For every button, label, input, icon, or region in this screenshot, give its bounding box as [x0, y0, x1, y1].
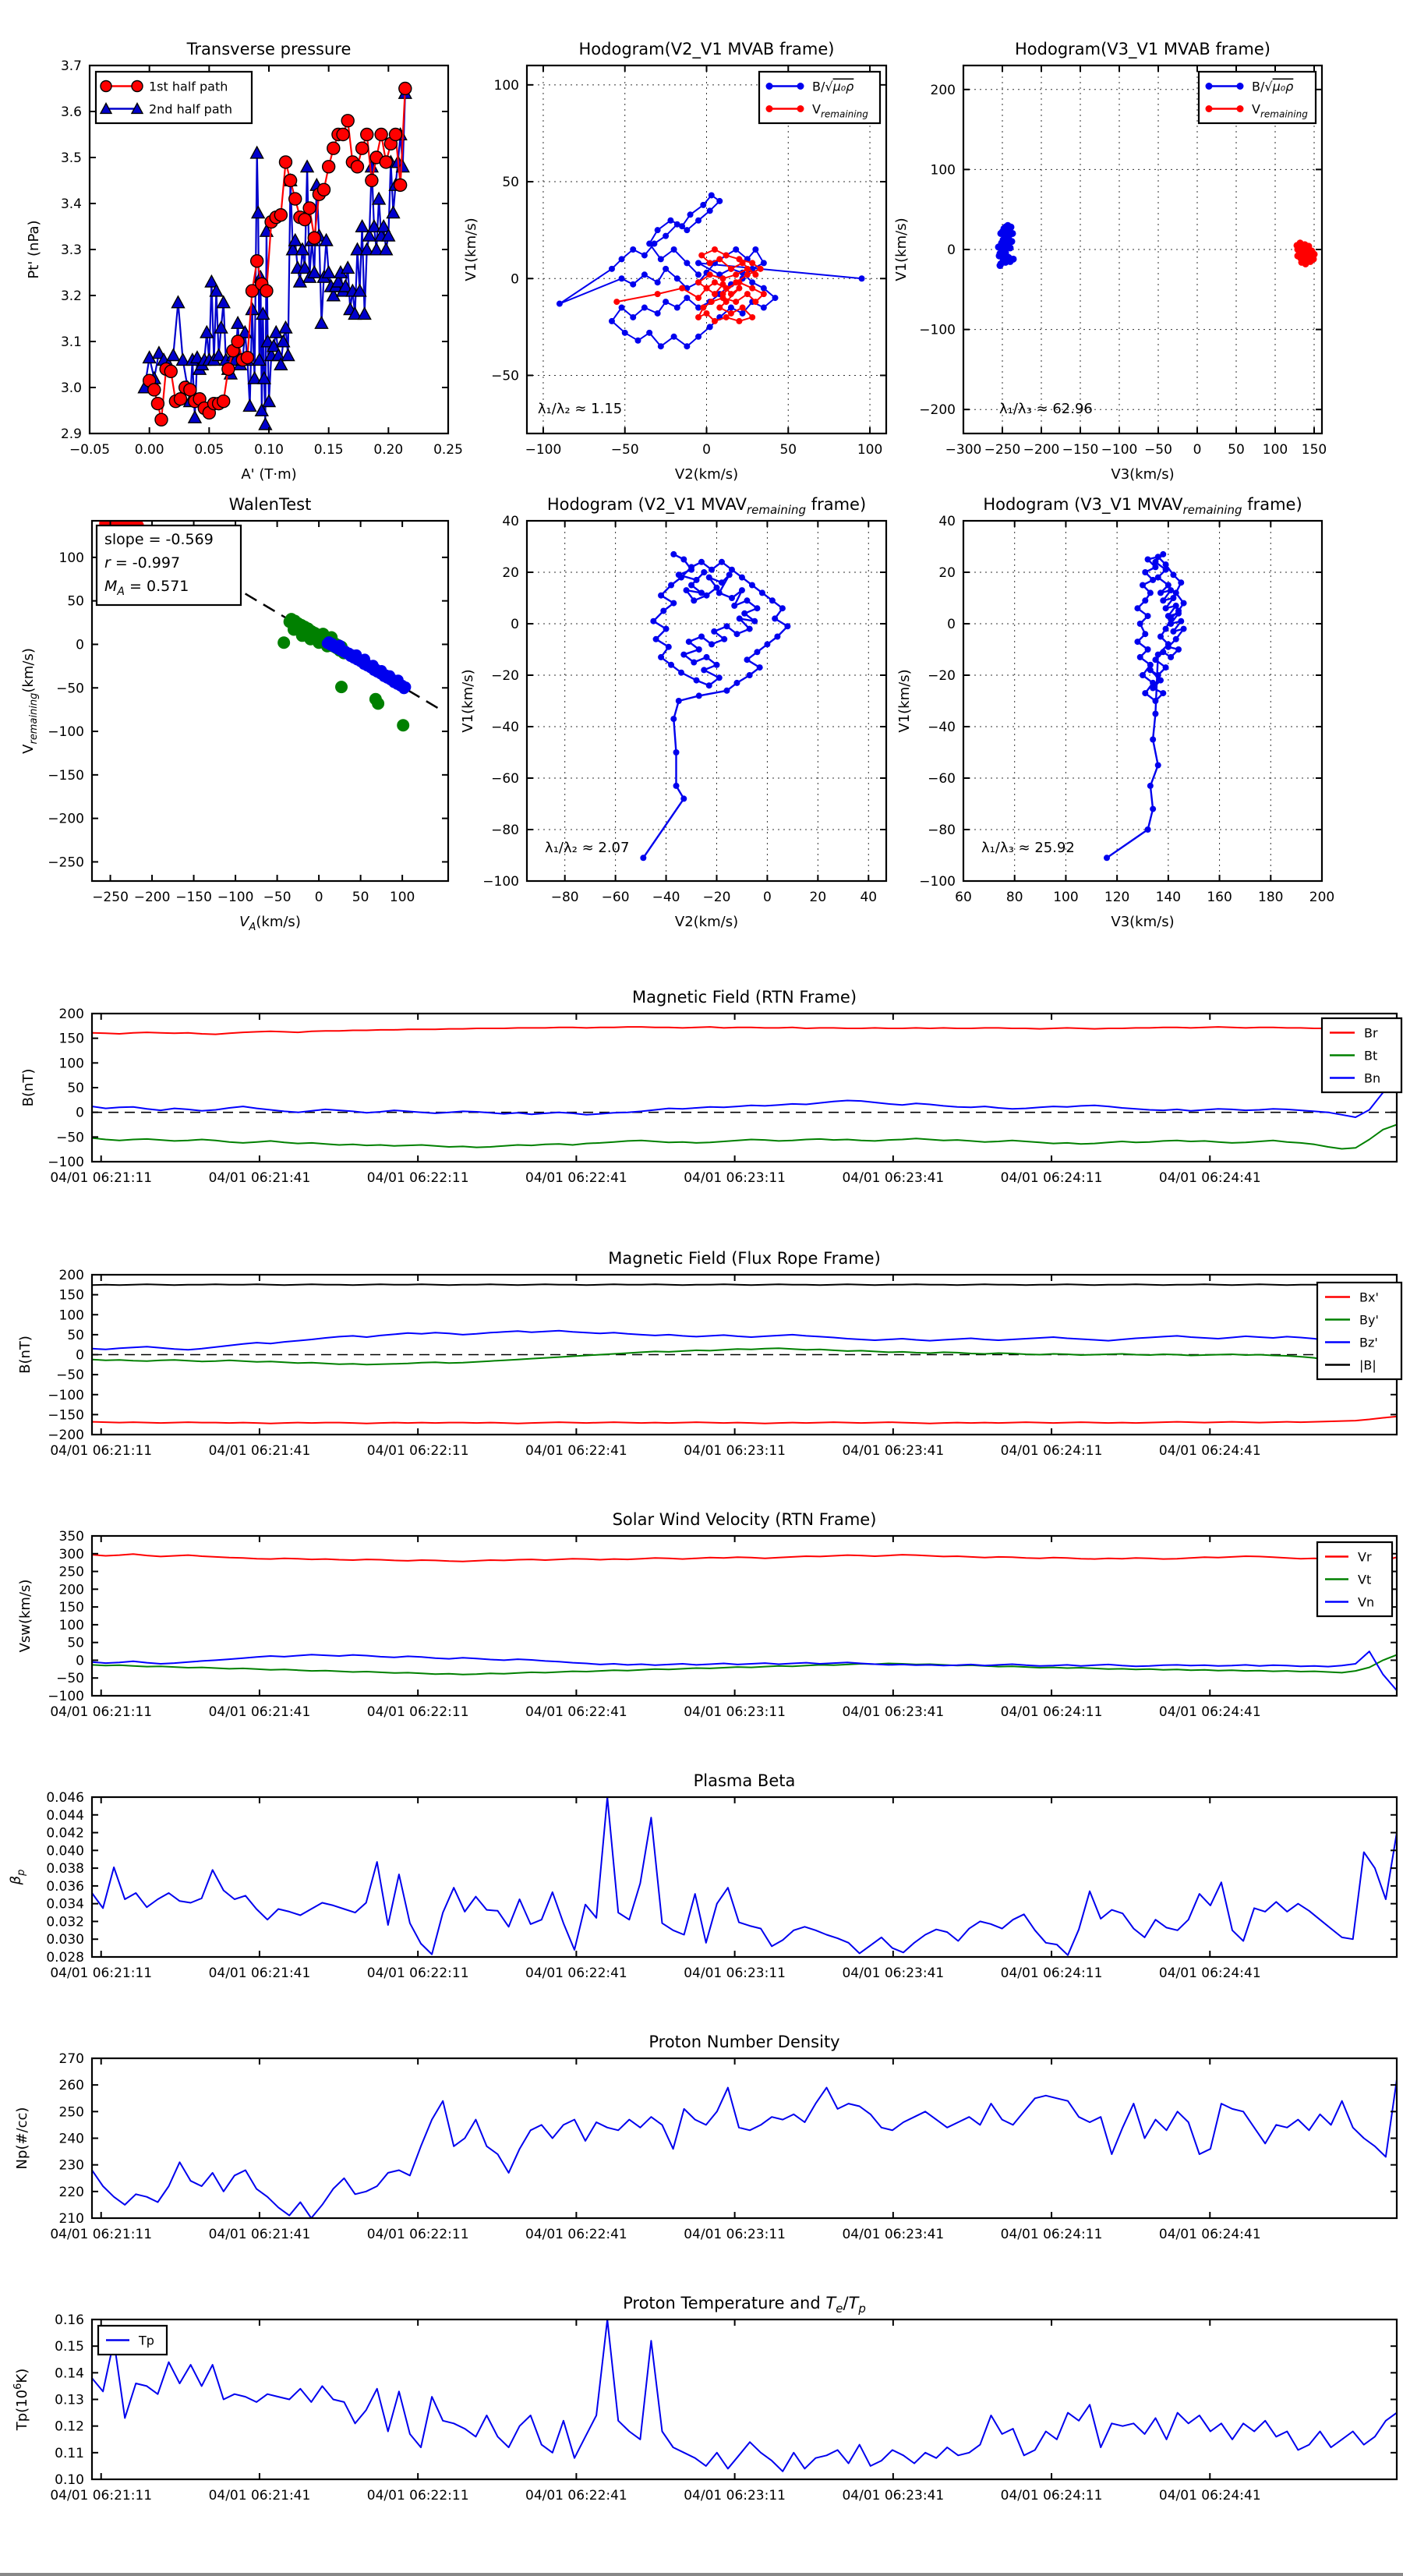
- svg-text:0.10: 0.10: [55, 2472, 84, 2488]
- svg-text:3.1: 3.1: [60, 334, 82, 350]
- svg-text:Tp: Tp: [139, 2333, 154, 2348]
- svg-text:VA(km/s): $V_A(km/s)$: [239, 914, 301, 933]
- svg-text:V2(km/s): V2(km/s): [674, 914, 739, 930]
- svg-text:50: 50: [67, 1327, 84, 1343]
- svg-text:Vt: Vt: [1358, 1572, 1372, 1587]
- svg-text:04/01 06:22:11: 04/01 06:22:11: [366, 1443, 469, 1459]
- svg-text:04/01 06:24:41: 04/01 06:24:41: [1158, 2227, 1261, 2242]
- svg-text:04/01 06:21:11: 04/01 06:21:11: [50, 1443, 153, 1459]
- svg-text:04/01 06:24:11: 04/01 06:24:11: [1000, 2227, 1103, 2242]
- svg-text:04/01 06:24:11: 04/01 06:24:11: [1000, 1966, 1103, 1981]
- svg-text:−150: −150: [1062, 442, 1099, 458]
- series-bx-prime: [92, 1417, 1397, 1424]
- svg-text:50: 50: [1228, 442, 1245, 458]
- svg-text:−100: −100: [1101, 442, 1138, 458]
- svg-text:350: 350: [58, 1529, 84, 1545]
- svg-text:V1(km/s): V1(km/s): [460, 669, 476, 733]
- svg-text:−100: −100: [919, 322, 956, 338]
- series-tp: [92, 2319, 1397, 2472]
- svg-text:04/01 06:21:41: 04/01 06:21:41: [208, 1966, 311, 1981]
- plot-hodogram-v3v1-mvab: [893, 40, 1327, 483]
- series-blue-points: [322, 636, 412, 694]
- svg-text:0: 0: [763, 890, 772, 905]
- svg-text:150: 150: [58, 1287, 84, 1304]
- svg-text:100: 100: [1262, 442, 1288, 458]
- svg-text:04/01 06:22:11: 04/01 06:22:11: [366, 2227, 469, 2242]
- svg-text:B(nT): B(nT): [20, 1068, 37, 1107]
- svg-text:04/01 06:23:41: 04/01 06:23:41: [842, 2227, 945, 2242]
- svg-text:100: 100: [389, 890, 415, 905]
- svg-text:Hodogram(V3_V1 MVAB frame): Hodogram(V3_V1 MVAB frame): [1015, 40, 1270, 58]
- svg-text:−50: −50: [56, 1130, 84, 1146]
- svg-text:04/01 06:22:11: 04/01 06:22:11: [366, 2488, 469, 2503]
- svg-text:0.00: 0.00: [134, 442, 164, 458]
- svg-text:−150: −150: [175, 890, 212, 905]
- svg-text:λ₁/λ₃ ≈ 25.92: λ₁/λ₃ ≈ 25.92: [981, 840, 1075, 857]
- svg-text:200: 200: [930, 82, 956, 98]
- svg-text:04/01 06:22:41: 04/01 06:22:41: [525, 1170, 627, 1186]
- plot-proton-number-density: [14, 2033, 1397, 2242]
- svg-text:−100: −100: [48, 1689, 84, 1704]
- svg-text:0.10: 0.10: [254, 442, 284, 458]
- svg-text:100: 100: [857, 442, 883, 458]
- svg-text:V3(km/s): V3(km/s): [1111, 914, 1175, 930]
- svg-text:−100: −100: [48, 1387, 84, 1403]
- legend-magnetic-field-rtn: [1322, 1018, 1401, 1092]
- svg-text:Bt: Bt: [1364, 1048, 1378, 1063]
- svg-text:0.046: 0.046: [46, 1790, 84, 1806]
- axes-frame-hodogram-v3v1-mvav: [963, 521, 1322, 881]
- svg-text:Proton Number Density: Proton Number Density: [648, 2033, 840, 2051]
- svg-text:−20: −20: [702, 890, 731, 905]
- svg-text:04/01 06:21:11: 04/01 06:21:11: [50, 2227, 153, 2242]
- svg-text:3.5: 3.5: [60, 150, 82, 166]
- svg-text:04/01 06:24:41: 04/01 06:24:41: [1158, 2488, 1261, 2503]
- svg-text:−100: −100: [48, 724, 84, 741]
- svg-text:04/01 06:22:41: 04/01 06:22:41: [525, 2488, 627, 2503]
- svg-text:−60: −60: [601, 890, 630, 905]
- svg-text:2nd half path: 2nd half path: [149, 101, 233, 117]
- svg-text:0: 0: [1193, 442, 1202, 458]
- svg-text:04/01 06:24:11: 04/01 06:24:11: [1000, 1443, 1103, 1459]
- svg-text:150: 150: [58, 1600, 84, 1616]
- svg-text:λ₁/λ₂ ≈ 2.07: λ₁/λ₂ ≈ 2.07: [545, 840, 630, 857]
- svg-text:04/01 06:22:11: 04/01 06:22:11: [366, 1966, 469, 1981]
- svg-text:−100: −100: [217, 890, 254, 905]
- svg-text:180: 180: [1258, 890, 1284, 905]
- plot-hodogram-v2v1-mvab: [463, 40, 886, 483]
- svg-text:−200: −200: [1023, 442, 1060, 458]
- svg-text:04/01 06:23:41: 04/01 06:23:41: [842, 1443, 945, 1459]
- svg-text:04/01 06:22:41: 04/01 06:22:41: [525, 2227, 627, 2242]
- svg-text:100: 100: [1053, 890, 1079, 905]
- svg-text:slope = -0.569: slope = -0.569: [104, 531, 214, 548]
- plot-hodogram-v2v1-mvav: [460, 495, 886, 930]
- svg-text:Pt' (nPa): Pt' (nPa): [26, 220, 42, 279]
- svg-text:0.044: 0.044: [46, 1807, 84, 1824]
- svg-text:250: 250: [58, 1564, 84, 1580]
- svg-text:150: 150: [58, 1031, 84, 1047]
- svg-text:100: 100: [58, 1056, 84, 1072]
- svg-text:0.20: 0.20: [373, 442, 404, 458]
- svg-text:04/01 06:23:11: 04/01 06:23:11: [684, 1443, 786, 1459]
- legend-magnetic-field-flux-rope: [1317, 1283, 1401, 1379]
- svg-text:Np(#/cc): Np(#/cc): [14, 2107, 30, 2170]
- svg-text:3.0: 3.0: [60, 380, 82, 396]
- svg-text:210: 210: [58, 2211, 84, 2227]
- svg-text:MA = 0.571: $M_A = 0.571$: [104, 578, 189, 598]
- svg-text:150: 150: [1301, 442, 1327, 458]
- axes-frame-proton-number-density: [92, 2058, 1397, 2218]
- series-b-over-sqrt-mu0rho: [557, 192, 865, 349]
- series-beta-p: [92, 1797, 1397, 1955]
- svg-text:−40: −40: [928, 720, 956, 735]
- svg-text:−300: −300: [945, 442, 982, 458]
- svg-text:20: 20: [809, 890, 827, 905]
- svg-text:50: 50: [779, 442, 797, 458]
- svg-text:0.036: 0.036: [46, 1878, 84, 1895]
- svg-text:V2(km/s): V2(km/s): [674, 466, 739, 483]
- svg-text:Vremaining: $V_{remaining}$: [1252, 101, 1308, 120]
- svg-text:−20: −20: [928, 668, 956, 684]
- svg-text:2.9: 2.9: [60, 426, 82, 442]
- svg-text:Bn: Bn: [1364, 1070, 1381, 1086]
- svg-text:04/01 06:23:11: 04/01 06:23:11: [684, 1704, 786, 1720]
- svg-text:100: 100: [58, 1307, 84, 1324]
- svg-text:−60: −60: [928, 771, 956, 787]
- svg-text:V1(km/s): V1(km/s): [896, 669, 913, 733]
- svg-text:Vr: Vr: [1358, 1549, 1372, 1565]
- svg-text:50: 50: [67, 593, 84, 610]
- svg-text:Bz': Bz': [1359, 1335, 1378, 1350]
- svg-text:220: 220: [58, 2184, 84, 2200]
- plot-hodogram-v3v1-mvav: [896, 495, 1334, 930]
- svg-text:100: 100: [58, 550, 84, 566]
- svg-text:A' (T·m): A' (T·m): [241, 466, 297, 483]
- svg-text:200: 200: [58, 1268, 84, 1283]
- svg-text:1st half path: 1st half path: [149, 79, 228, 94]
- svg-text:−100: −100: [525, 442, 562, 458]
- svg-text:04/01 06:21:41: 04/01 06:21:41: [208, 2488, 311, 2503]
- svg-text:04/01 06:21:41: 04/01 06:21:41: [208, 2227, 311, 2242]
- svg-text:Vremaining: $V_{remaining}$: [812, 101, 868, 120]
- svg-text:0: 0: [76, 1347, 84, 1364]
- svg-text:−80: −80: [491, 823, 519, 838]
- svg-text:120: 120: [1104, 890, 1130, 905]
- svg-text:0: 0: [511, 617, 519, 632]
- svg-text:04/01 06:22:41: 04/01 06:22:41: [525, 1704, 627, 1720]
- svg-text:Hodogram(V2_V1 MVAB frame): Hodogram(V2_V1 MVAB frame): [578, 40, 835, 58]
- plot-plasma-beta: [8, 1771, 1397, 1981]
- svg-text:0.15: 0.15: [313, 442, 344, 458]
- svg-text:0.13: 0.13: [55, 2392, 84, 2408]
- legend-hodogram-v3v1-mvab: [1199, 72, 1316, 123]
- plot-magnetic-field-rtn: [20, 988, 1401, 1186]
- svg-text:−80: −80: [928, 823, 956, 838]
- plot-proton-temperature: [12, 2294, 1397, 2503]
- svg-text:−100: −100: [48, 1155, 84, 1170]
- svg-text:200: 200: [58, 1582, 84, 1598]
- svg-text:04/01 06:24:11: 04/01 06:24:11: [1000, 1170, 1103, 1186]
- svg-text:λ₁/λ₃ ≈ 62.96: λ₁/λ₃ ≈ 62.96: [999, 401, 1093, 418]
- svg-text:|B|: |B|: [1359, 1357, 1376, 1373]
- svg-text:04/01 06:22:41: 04/01 06:22:41: [525, 1966, 627, 1981]
- svg-text:04/01 06:22:11: 04/01 06:22:11: [366, 1704, 469, 1720]
- svg-text:0.11: 0.11: [55, 2445, 84, 2461]
- legend-solar-wind-velocity-rtn: [1317, 1542, 1392, 1616]
- svg-text:240: 240: [58, 2131, 84, 2147]
- axes-frame-hodogram-v2v1-mvav: [527, 521, 886, 881]
- plot-solar-wind-velocity-rtn: [17, 1510, 1397, 1720]
- series-vn: [92, 1651, 1397, 1690]
- svg-text:0.034: 0.034: [46, 1896, 84, 1913]
- svg-text:04/01 06:21:11: 04/01 06:21:11: [50, 1170, 153, 1186]
- svg-text:0: 0: [947, 242, 956, 258]
- series-vr: [92, 1554, 1397, 1562]
- svg-text:230: 230: [58, 2157, 84, 2174]
- svg-text:0.030: 0.030: [46, 1932, 84, 1948]
- plot-transverse-pressure: [26, 40, 463, 483]
- svg-text:3.4: 3.4: [60, 196, 82, 212]
- svg-text:0.028: 0.028: [46, 1950, 84, 1966]
- svg-text:Solar Wind Velocity (RTN Frame: Solar Wind Velocity (RTN Frame): [612, 1510, 877, 1529]
- svg-text:Br: Br: [1364, 1025, 1378, 1041]
- svg-text:0.05: 0.05: [194, 442, 224, 458]
- svg-text:−50: −50: [491, 368, 519, 384]
- svg-text:Magnetic Field (RTN Frame): Magnetic Field (RTN Frame): [631, 988, 857, 1007]
- svg-text:200: 200: [1309, 890, 1335, 905]
- svg-text:3.3: 3.3: [60, 242, 82, 258]
- svg-text:−200: −200: [133, 890, 171, 905]
- svg-text:0: 0: [76, 1653, 84, 1669]
- svg-text:04/01 06:21:41: 04/01 06:21:41: [208, 1443, 311, 1459]
- svg-text:04/01 06:22:41: 04/01 06:22:41: [525, 1443, 627, 1459]
- svg-text:04/01 06:23:11: 04/01 06:23:11: [684, 2227, 786, 2242]
- svg-text:100: 100: [58, 1617, 84, 1633]
- svg-text:Plasma Beta: Plasma Beta: [693, 1771, 796, 1790]
- svg-text:04/01 06:22:11: 04/01 06:22:11: [366, 1170, 469, 1186]
- axes-frame-solar-wind-velocity-rtn: [92, 1536, 1397, 1696]
- plot-magnetic-field-flux-rope: [17, 1249, 1401, 1459]
- svg-text:04/01 06:23:11: 04/01 06:23:11: [684, 1170, 786, 1186]
- svg-text:04/01 06:24:41: 04/01 06:24:41: [1158, 1443, 1261, 1459]
- svg-text:WalenTest: WalenTest: [228, 495, 312, 514]
- svg-text:−250: −250: [48, 855, 84, 871]
- svg-text:0.14: 0.14: [55, 2365, 84, 2382]
- svg-text:−20: −20: [491, 668, 519, 684]
- svg-text:04/01 06:23:41: 04/01 06:23:41: [842, 1966, 945, 1981]
- svg-text:−50: −50: [263, 890, 292, 905]
- svg-text:Hodogram (V3_V1 MVAVremaining: Hodogram (V3_V1 $MVAV_{remaining}$ frame): [983, 495, 1302, 517]
- svg-text:3.6: 3.6: [60, 104, 82, 120]
- svg-text:−40: −40: [652, 890, 680, 905]
- svg-text:40: 40: [502, 514, 519, 529]
- svg-text:r = -0.997: r = -0.997: [104, 554, 181, 571]
- svg-text:160: 160: [1207, 890, 1232, 905]
- series-by-prime: [92, 1347, 1397, 1368]
- svg-text:Proton Temperature and Te/Tp: Proton Temperature and $T_e/T_p$: [623, 2294, 866, 2316]
- plot-walen-test: [20, 495, 448, 933]
- svg-text:0.25: 0.25: [433, 442, 463, 458]
- svg-text:04/01 06:21:41: 04/01 06:21:41: [208, 1170, 311, 1186]
- svg-text:3.2: 3.2: [60, 288, 82, 304]
- svg-text:0: 0: [511, 271, 519, 288]
- svg-text:04/01 06:21:11: 04/01 06:21:11: [50, 2488, 153, 2503]
- svg-text:250: 250: [58, 2104, 84, 2121]
- svg-text:0.038: 0.038: [46, 1861, 84, 1877]
- svg-text:04/01 06:23:41: 04/01 06:23:41: [842, 2488, 945, 2503]
- series-bn: [92, 1075, 1397, 1117]
- svg-text:−100: −100: [482, 874, 519, 890]
- svg-text:04/01 06:21:11: 04/01 06:21:11: [50, 1966, 153, 1981]
- svg-text:260: 260: [58, 2078, 84, 2094]
- svg-text:04/01 06:24:41: 04/01 06:24:41: [1158, 1966, 1261, 1981]
- svg-text:B/√μ₀ρ: B/√μ₀ρ: [1252, 79, 1294, 94]
- svg-text:3.7: 3.7: [60, 58, 82, 74]
- svg-text:−200: −200: [48, 811, 84, 827]
- svg-text:Bx': Bx': [1359, 1290, 1379, 1305]
- svg-text:−200: −200: [919, 402, 956, 419]
- svg-text:−150: −150: [48, 1407, 84, 1424]
- svg-text:0.032: 0.032: [46, 1914, 84, 1930]
- svg-text:V1(km/s): V1(km/s): [463, 218, 479, 281]
- svg-text:04/01 06:24:41: 04/01 06:24:41: [1158, 1170, 1261, 1186]
- svg-text:By': By': [1359, 1312, 1379, 1328]
- svg-text:B(nT): B(nT): [17, 1336, 34, 1374]
- svg-text:Vsw(km/s): Vsw(km/s): [17, 1579, 34, 1653]
- svg-text:0.042: 0.042: [46, 1825, 84, 1842]
- svg-text:04/01 06:21:41: 04/01 06:21:41: [208, 1704, 311, 1720]
- svg-text:−150: −150: [48, 767, 84, 784]
- svg-text:−250: −250: [92, 890, 129, 905]
- svg-text:04/01 06:21:11: 04/01 06:21:11: [50, 1704, 153, 1720]
- svg-text:V3(km/s): V3(km/s): [1111, 466, 1175, 483]
- svg-text:Tp(106K): $Tp(10^6K)$: [12, 2368, 30, 2431]
- svg-text:0: 0: [76, 637, 84, 653]
- series-b-magnitude: [92, 1283, 1397, 1286]
- svg-text:04/01 06:23:11: 04/01 06:23:11: [684, 1966, 786, 1981]
- svg-text:Vremaining(km/s): $V_{remaining}(km/s)$: [20, 648, 40, 754]
- svg-text:−50: −50: [1144, 442, 1172, 458]
- svg-text:−60: −60: [491, 771, 519, 787]
- svg-text:04/01 06:24:11: 04/01 06:24:11: [1000, 1704, 1103, 1720]
- svg-text:200: 200: [58, 1007, 84, 1022]
- svg-text:40: 40: [860, 890, 878, 905]
- svg-text:0.16: 0.16: [55, 2312, 84, 2328]
- svg-text:0.15: 0.15: [55, 2339, 84, 2355]
- svg-text:Transverse pressure: Transverse pressure: [186, 40, 352, 58]
- legend-transverse-pressure: [96, 72, 252, 123]
- series-v-trace: [1104, 551, 1187, 861]
- svg-text:40: 40: [938, 514, 956, 529]
- svg-text:−50: −50: [56, 1671, 84, 1687]
- svg-text:04/01 06:24:41: 04/01 06:24:41: [1158, 1704, 1261, 1720]
- svg-text:50: 50: [502, 175, 519, 191]
- legend-proton-temperature: [98, 2326, 167, 2355]
- svg-text:−100: −100: [919, 874, 956, 890]
- svg-text:0.040: 0.040: [46, 1843, 84, 1859]
- svg-text:−50: −50: [56, 1368, 84, 1384]
- svg-text:0.12: 0.12: [55, 2419, 84, 2435]
- series-v-trace: [640, 551, 790, 861]
- svg-text:0: 0: [702, 442, 711, 458]
- svg-text:Vn: Vn: [1358, 1594, 1375, 1610]
- svg-text:B/√μ₀ρ: B/√μ₀ρ: [812, 79, 854, 94]
- svg-text:−50: −50: [610, 442, 639, 458]
- legend-hodogram-v2v1-mvab: [759, 72, 880, 123]
- svg-text:20: 20: [502, 565, 519, 581]
- svg-text:−200: −200: [48, 1428, 84, 1443]
- svg-text:−250: −250: [984, 442, 1021, 458]
- svg-text:−50: −50: [56, 681, 84, 697]
- svg-text:Hodogram (V2_V1 MVAVremaining: Hodogram (V2_V1 $MVAV_{remaining}$ frame): [546, 495, 867, 517]
- series-b-over-sqrt-mu0rho: [995, 222, 1017, 269]
- svg-text:20: 20: [938, 565, 956, 581]
- svg-text:−80: −80: [550, 890, 579, 905]
- svg-text:λ₁/λ₂ ≈ 1.15: λ₁/λ₂ ≈ 1.15: [537, 401, 623, 418]
- svg-text:0: 0: [947, 617, 956, 632]
- svg-text:Magnetic Field (Flux Rope Fram: Magnetic Field (Flux Rope Frame): [608, 1249, 881, 1268]
- svg-text:0: 0: [314, 890, 323, 905]
- svg-text:300: 300: [58, 1546, 84, 1562]
- series-np: [92, 2079, 1397, 2218]
- svg-text:−40: −40: [491, 720, 519, 735]
- svg-text:80: 80: [1005, 890, 1023, 905]
- svg-text:0: 0: [76, 1105, 84, 1121]
- svg-text:100: 100: [493, 77, 519, 94]
- svg-text:V1(km/s): V1(km/s): [893, 218, 910, 281]
- svg-text:04/01 06:23:41: 04/01 06:23:41: [842, 1170, 945, 1186]
- svg-text:140: 140: [1155, 890, 1182, 905]
- svg-text:04/01 06:23:41: 04/01 06:23:41: [842, 1704, 945, 1720]
- svg-text:βp: $\beta_p$: [8, 1869, 27, 1885]
- svg-text:04/01 06:23:11: 04/01 06:23:11: [684, 2488, 786, 2503]
- series-br: [92, 1027, 1397, 1035]
- svg-text:50: 50: [67, 1081, 84, 1096]
- svg-text:270: 270: [58, 2051, 84, 2067]
- series-bt: [92, 1125, 1397, 1149]
- svg-text:50: 50: [352, 890, 369, 905]
- svg-text:50: 50: [67, 1635, 84, 1651]
- svg-text:60: 60: [955, 890, 972, 905]
- svg-text:100: 100: [930, 162, 956, 179]
- svg-text:04/01 06:24:11: 04/01 06:24:11: [1000, 2488, 1103, 2503]
- axes-frame-plasma-beta: [92, 1797, 1397, 1957]
- svg-text:−0.05: −0.05: [69, 442, 111, 458]
